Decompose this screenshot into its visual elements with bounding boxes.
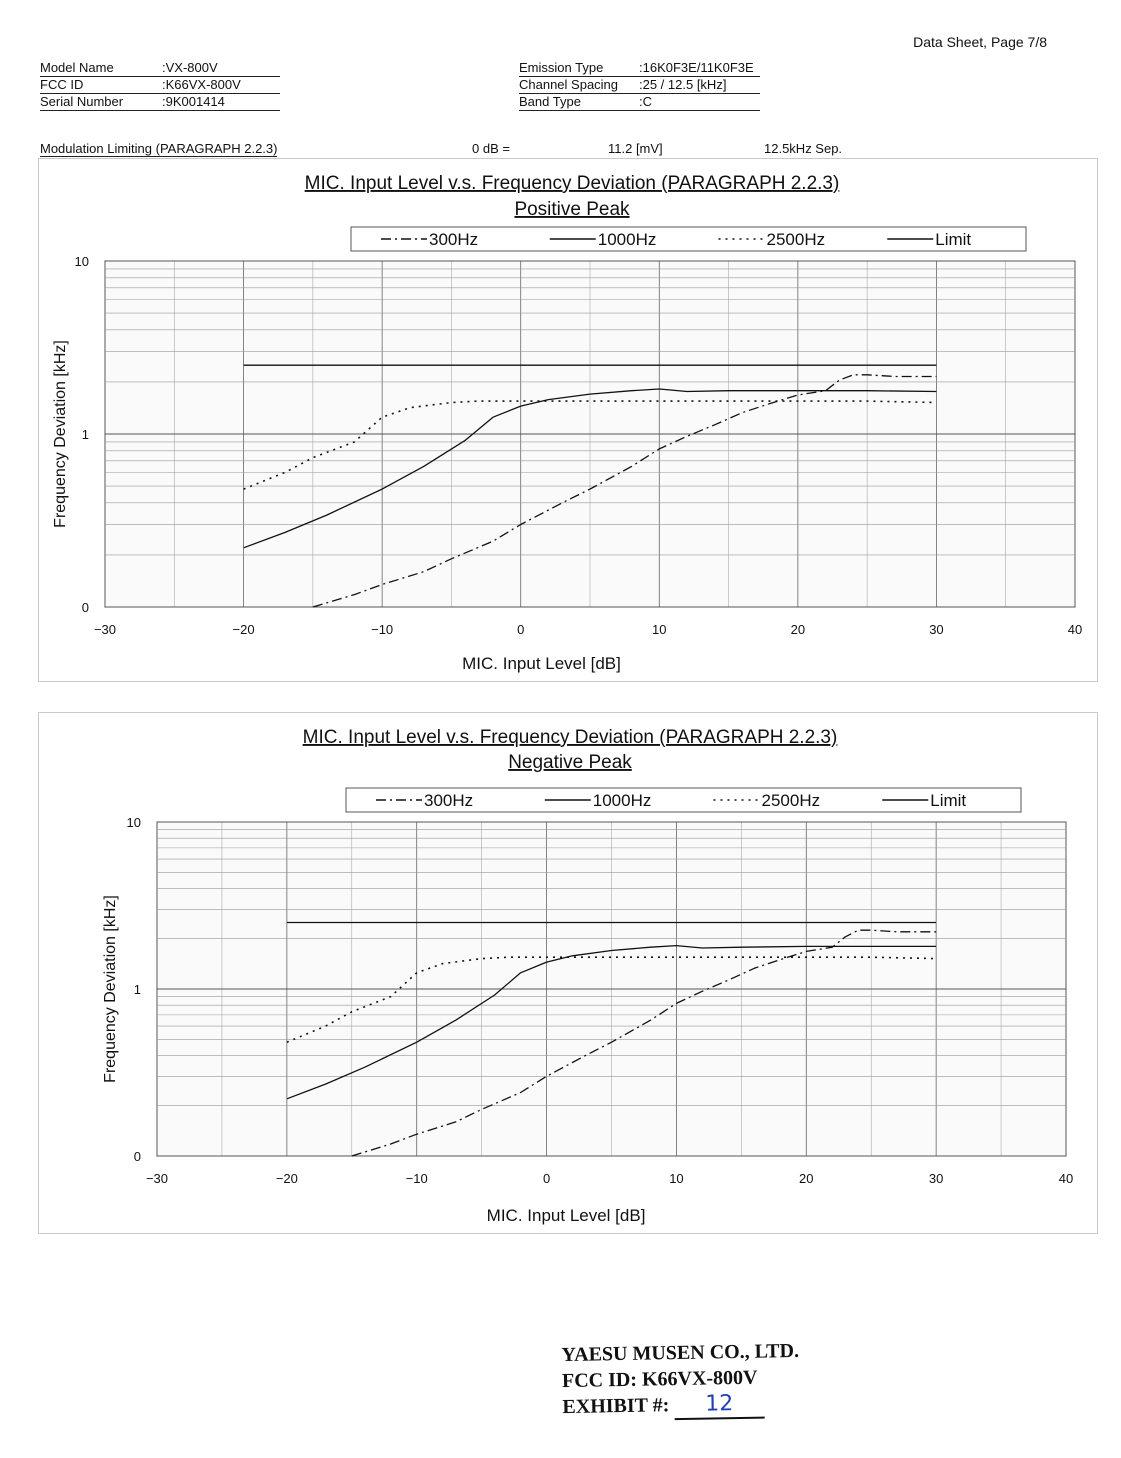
page-header: Data Sheet, Page 7/8 bbox=[913, 34, 1047, 50]
y-tick-label: 10 bbox=[126, 815, 141, 830]
x-tick-label: 30 bbox=[929, 622, 944, 637]
emission-info bbox=[519, 60, 760, 111]
legend-label: 300Hz bbox=[424, 791, 474, 810]
separation-label: 12.5kHz Sep. bbox=[764, 141, 843, 156]
chart-subtitle: Positive Peak bbox=[514, 199, 630, 220]
x-tick-label: −10 bbox=[405, 1171, 428, 1186]
y-axis-label: Frequency Deviation [kHz] bbox=[102, 895, 119, 1083]
x-axis-label: MIC. Input Level [dB] bbox=[462, 654, 621, 673]
x-tick-label: 0 bbox=[517, 622, 525, 637]
info-label: Emission Type bbox=[519, 60, 604, 75]
info-label: Band Type bbox=[519, 94, 581, 109]
info-value: :C bbox=[639, 94, 652, 109]
info-row-emission bbox=[519, 60, 760, 77]
y-axis-label: Frequency Deviation [kHz] bbox=[52, 340, 69, 528]
x-tick-label: 40 bbox=[1058, 1171, 1074, 1186]
x-tick-label: 20 bbox=[790, 622, 806, 637]
x-tick-label: −10 bbox=[371, 622, 394, 637]
stamp-exhibit-number: 12 bbox=[674, 1391, 764, 1421]
zero-db-value: 11.2 [mV] bbox=[608, 141, 663, 156]
stamp-exhibit-row bbox=[562, 1390, 800, 1422]
info-label: FCC ID bbox=[40, 77, 84, 92]
info-value: :16K0F3E/11K0F3E bbox=[639, 60, 754, 75]
x-axis-label: MIC. Input Level [dB] bbox=[486, 1206, 646, 1225]
x-tick-label: 20 bbox=[799, 1171, 814, 1186]
legend-label: Limit bbox=[935, 230, 972, 249]
stamp-company: YAESU MUSEN CO., LTD. bbox=[561, 1339, 800, 1367]
legend-label: 1000Hz bbox=[597, 230, 657, 249]
x-tick-label: −30 bbox=[93, 622, 117, 637]
chart-legend bbox=[346, 788, 1021, 812]
legend-label: Limit bbox=[930, 791, 967, 810]
info-label: Serial Number bbox=[40, 94, 124, 109]
y-tick-label: 10 bbox=[74, 254, 89, 269]
y-tick-label: 1 bbox=[81, 427, 89, 442]
info-row-fcc bbox=[40, 77, 280, 94]
x-tick-label: 40 bbox=[1067, 622, 1083, 637]
x-tick-label: −30 bbox=[145, 1171, 169, 1186]
zero-db-label: 0 dB = bbox=[472, 141, 510, 156]
chart-grid bbox=[105, 261, 1075, 607]
chart-title: MIC. Input Level v.s. Frequency Deviation (PARAGRAPH 2.2.3) bbox=[304, 173, 840, 194]
info-row-serial bbox=[40, 94, 280, 111]
y-tick-label: 0 bbox=[133, 1149, 141, 1164]
legend-label: 2500Hz bbox=[761, 791, 821, 810]
x-tick-label: −20 bbox=[232, 622, 255, 637]
info-value: :VX-800V bbox=[162, 60, 218, 75]
info-value: :25 / 12.5 [kHz] bbox=[639, 77, 727, 92]
info-value: :9K001414 bbox=[162, 94, 225, 109]
negative-peak-chart-svg bbox=[39, 713, 1097, 1233]
info-row-band bbox=[519, 94, 760, 111]
info-value: :K66VX-800V bbox=[162, 77, 241, 92]
positive-peak-chart bbox=[38, 158, 1098, 682]
info-label: Channel Spacing bbox=[519, 77, 619, 92]
info-row-spacing bbox=[519, 77, 760, 94]
x-tick-label: 10 bbox=[669, 1171, 684, 1186]
chart-subtitle: Negative Peak bbox=[508, 752, 632, 773]
x-tick-label: −20 bbox=[275, 1171, 298, 1186]
legend-label: 1000Hz bbox=[592, 791, 652, 810]
legend-label: 2500Hz bbox=[766, 230, 826, 249]
modulation-row bbox=[40, 141, 1098, 157]
modulation-label: Modulation Limiting (PARAGRAPH 2.2.3) bbox=[40, 141, 278, 156]
chart-legend bbox=[351, 227, 1026, 251]
chart-grid bbox=[157, 822, 1066, 1156]
y-tick-label: 0 bbox=[81, 600, 89, 615]
y-tick-label: 1 bbox=[133, 982, 141, 997]
info-label: Model Name bbox=[40, 60, 114, 75]
equipment-info bbox=[40, 60, 280, 111]
stamp-fcc-id: FCC ID: K66VX-800V bbox=[561, 1366, 758, 1393]
negative-peak-chart bbox=[38, 712, 1098, 1234]
legend-label: 300Hz bbox=[429, 230, 479, 249]
positive-peak-chart-svg bbox=[39, 159, 1097, 681]
x-tick-label: 30 bbox=[928, 1171, 944, 1186]
company-stamp bbox=[561, 1338, 800, 1422]
x-tick-label: 0 bbox=[542, 1171, 551, 1186]
info-row-model bbox=[40, 60, 280, 77]
chart-title: MIC. Input Level v.s. Frequency Deviation (PARAGRAPH 2.2.3) bbox=[302, 727, 838, 748]
x-tick-label: 10 bbox=[652, 622, 667, 637]
stamp-exhibit-label: EXHIBIT #: bbox=[562, 1394, 670, 1419]
